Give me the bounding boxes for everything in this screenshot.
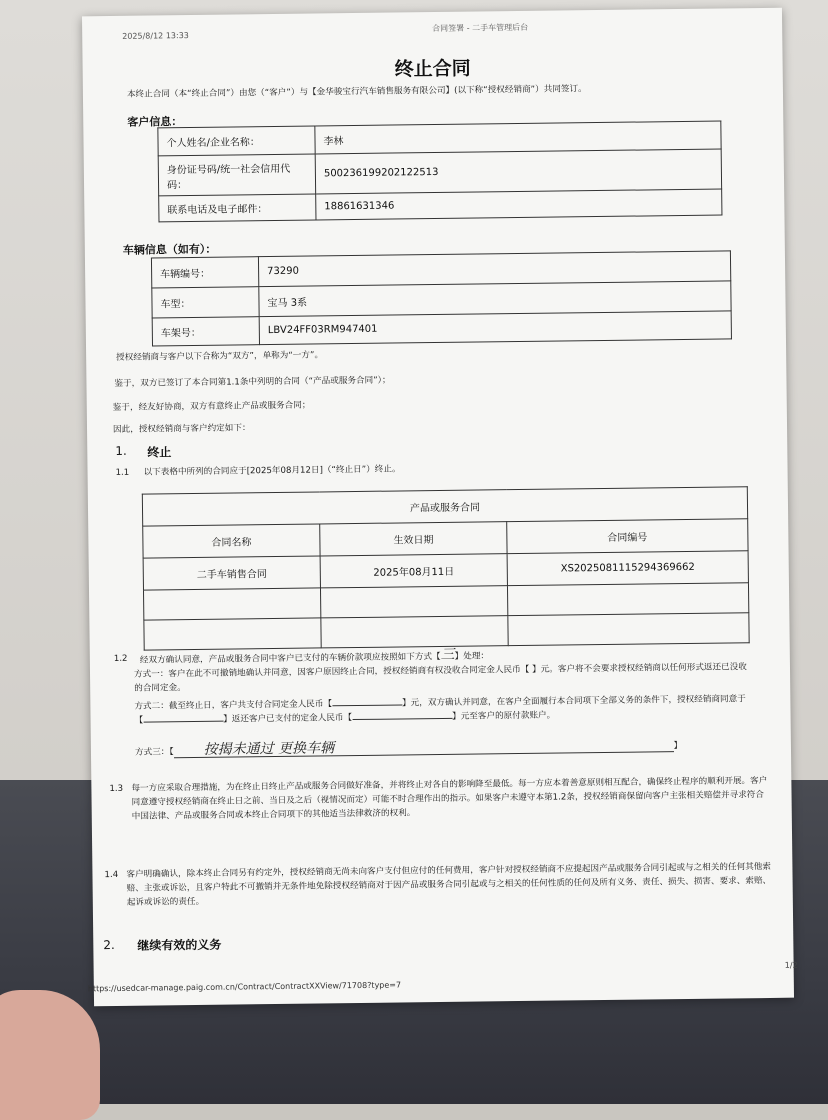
table-cell: 2025年08月11日 [320,554,507,588]
customer-value: 李林 [315,121,721,154]
table-cell [143,588,320,620]
clause-1-3-text: 每一方应采取合理措施，为在终止日终止产品或服务合同做好准备，并将终止对各自的影响降至最低。每一方应本着善意原则相互配合，确保终止程序的顺利开展。客户同意遵守授权经销商在终止日之前、当日及之后（视情况而定）可能不时合理作出的指示。如果客户未遵守本第1.2条，授权经销商保留向客户主张相关赔偿并寻求符合中国法律、产品或服务合同或本终止合同项下的其他适当法律救济的权利。 [131,775,768,822]
customer-value: 500236199202122513 [315,149,721,194]
table-cell [320,586,507,618]
print-datetime: 2025/8/12 13:33 [122,31,189,41]
section1-number: 1. [115,443,127,458]
footer-url: https://usedcar-manage.paig.com.cn/Contract/ContractXXView/71708?type=7 [87,980,402,994]
customer-label: 联系电话及电子邮件： [159,194,316,222]
clause-1-3-number: 1.3 [109,783,124,795]
customer-label: 个人姓名/企业名称： [158,126,315,156]
vehicle-label: 车架号： [152,317,259,346]
table-cell [508,613,749,646]
clause-1-2-number: 1.2 [113,653,128,664]
recital-2: 鉴于，双方已签订了本合同第1.1条中列明的合同（“产品或服务合同”）； [114,375,391,389]
intro-text: 本终止合同（本“终止合同”）由您（“客户”）与【金华骏宝行汽车销售服务有限公司】(以下称“授权经销商”）共同签订。 [126,84,587,100]
customer-value: 18861631346 [316,189,722,220]
recital-1: 授权经销商与客户以下合称为“双方”，单称为“一方”。 [116,350,324,363]
vehicle-label: 车型： [152,287,259,318]
clause-1-2-intro: 经双方确认同意，产品或服务合同中客户已支付的车辆价款项应按照如下方式【三】处理： [139,646,490,666]
vehicle-value: 73290 [258,251,730,287]
table-cell [321,616,508,648]
clause-1-4-number: 1.4 [104,869,119,881]
table-header-cell: 合同名称 [143,524,320,558]
contract-table-caption: 产品或服务合同 [142,487,747,526]
method-2-text: 方式二：截至终止日，客户共支付合同定金人民币【 】元，双方确认并同意，在客户全面履行本合同项下全部义务的条件下，授权经销商同意于【 】返还客户已支付的定金人民币【 】元至客户的原付款账户。 [134,694,746,726]
handwritten-choice: 三 [440,646,455,663]
customer-heading: 客户信息： [127,115,183,129]
blank-field [352,718,452,720]
section2-number: 2. [103,937,115,953]
table-cell [507,583,748,616]
blank-field [143,721,223,723]
contract-paper [82,8,798,1006]
vehicle-row [152,311,731,346]
print-page-title: 合同签署 - 二手车管理后台 [432,22,529,34]
customer-label: 身份证号码/统一社会信用代码： [158,154,315,196]
section1-title: 终止 [147,445,172,460]
vehicle-table [151,250,732,346]
method-1-text: 方式一：客户在此不可撤销地确认并同意，因客户原因终止合同，授权经销商有权没收合同定金人民币【 】元。客户将不会要求授权经销商以任何形式返还已没收的合同定金。 [133,662,747,694]
table-header-cell: 合同编号 [507,519,748,554]
table-cell: XS2025081115294369662 [507,551,748,586]
customer-row [158,149,721,196]
vehicle-value: 宝马 3系 [259,281,731,317]
section2-title: 继续有效的义务 [137,937,222,953]
customer-table [157,121,722,223]
clause-1-1-text: 以下表格中所列的合同应于[2025年08月12日]（“终止日”）终止。 [143,464,401,478]
recital-4: 因此，授权经销商与客户约定如下： [112,423,251,435]
hand [0,990,100,1120]
vehicle-value: LBV24FF03RM947401 [259,311,731,345]
document-title: 终止合同 [394,57,471,81]
table-cell [144,618,321,650]
recital-3: 鉴于，经友好协商，双方有意终止产品或服务合同； [112,400,311,413]
contract-table [142,486,750,650]
clause-1-1-number: 1.1 [115,467,130,478]
clause-1-4-text: 客户明确确认，除本终止合同另有约定外，授权经销商无尚未向客户支付但应付的任何费用，客户针对授权经销商不应提起因产品或服务合同引起或与之相关的任何其他索赔、主张或诉讼，且客户特此不可撤销并无条件地免除授权经销商对于因产品或服务合同引起或与之相关的任何性质的任何及所有义务、责任、损失、损害、要求、索赔、起诉或诉讼的责任。 [126,861,772,908]
handwritten-method-3: 按揭未通过 更换车辆 [174,737,674,758]
vehicle-label: 车辆编号： [151,257,258,288]
page-number: 1/2 [784,960,798,970]
method-3-text: 方式三：【 按揭未通过 更换车辆 】 [135,736,755,760]
customer-row [159,189,722,222]
table-header-cell: 生效日期 [320,522,507,556]
table-cell: 二手车销售合同 [143,556,320,590]
vehicle-heading: 车辆信息（如有）： [122,242,217,257]
blank-field [332,704,402,706]
